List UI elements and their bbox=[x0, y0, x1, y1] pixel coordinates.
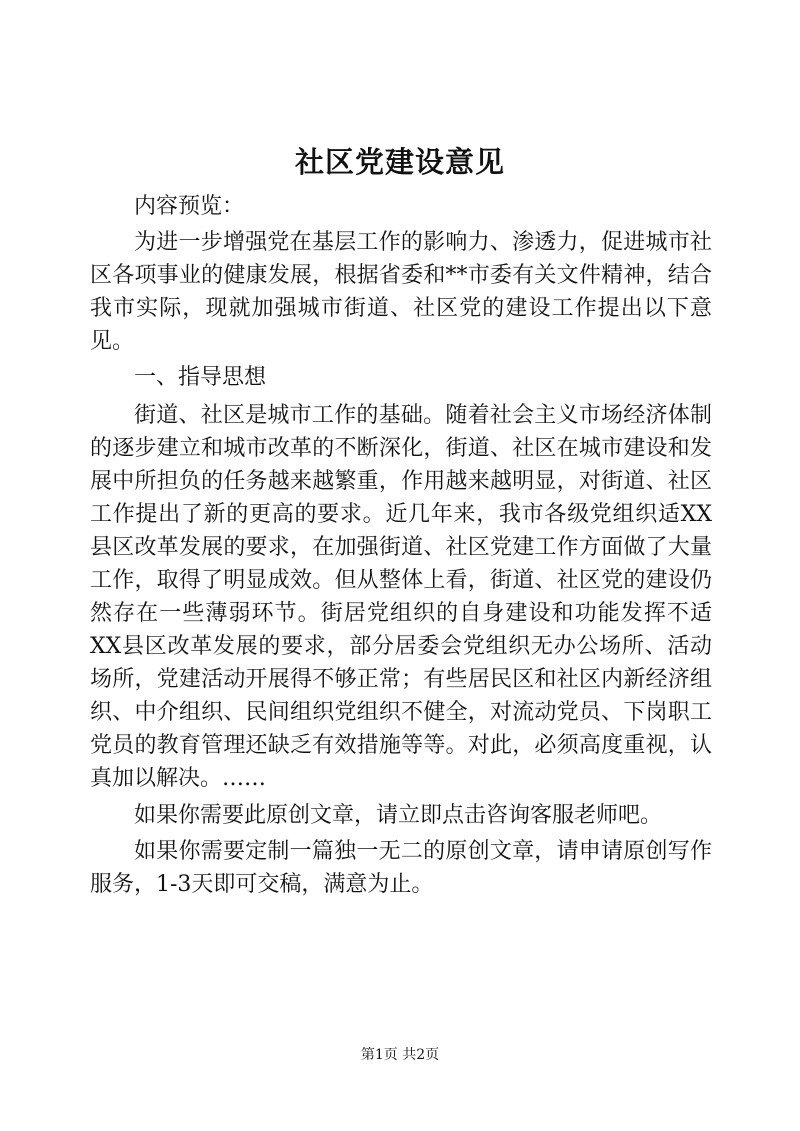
section-heading: 一、指导思想 bbox=[134, 365, 267, 390]
document-body bbox=[90, 190, 712, 901]
intro-paragraph: 为进一步增强党在基层工作的影响力、渗透力，促进城市社区各项事业的健康发展，根据省委和**市委有关文件精神，结合我市实际，现就加强城市街道、社区党的建设工作提出以下意见。 bbox=[90, 230, 712, 354]
section-body-paragraph: 街道、社区是城市工作的基础。随着社会主义市场经济体制的逐步建立和城市改革的不断深化，街道、社区在城市建设和发展中所担负的任务越来越繁重，作用越来越明显，对街道、社区工作提出了新的更高的要求。近几年来，我市各级党组织适XX县区改革发展的要求，在加强街道、社区党建工作方面做了大量工作，取得了明显成效。但从整体上看，街道、社区党的建设仍然存在一些薄弱环节。街居党组织的自身建设和功能发挥不适XX县区改革发展的要求，部分居委会党组织无办公场所、活动场所，党建活动开展得不够正常；有些居民区和社区内新经济组织、中介组织、民间组织党组织不健全，对流动党员、下岗职工党员的教育管理还缺乏有效措施等等。对此，必须高度重视，认真加以解决。…… bbox=[90, 403, 712, 791]
consult-cta-paragraph: 如果你需要此原创文章，请立即点击咨询客服老师吧。 bbox=[134, 803, 663, 828]
document-title: 社区党建设意见 bbox=[294, 145, 505, 179]
custom-writing-cta-paragraph: 如果你需要定制一篇独一无二的原创文章，请申请原创写作服务，1-3天即可交稿，满意为止。 bbox=[90, 839, 712, 897]
preview-label: 内容预览： bbox=[134, 194, 245, 219]
page-number-footer: 第1页 共2页 bbox=[360, 1047, 440, 1063]
